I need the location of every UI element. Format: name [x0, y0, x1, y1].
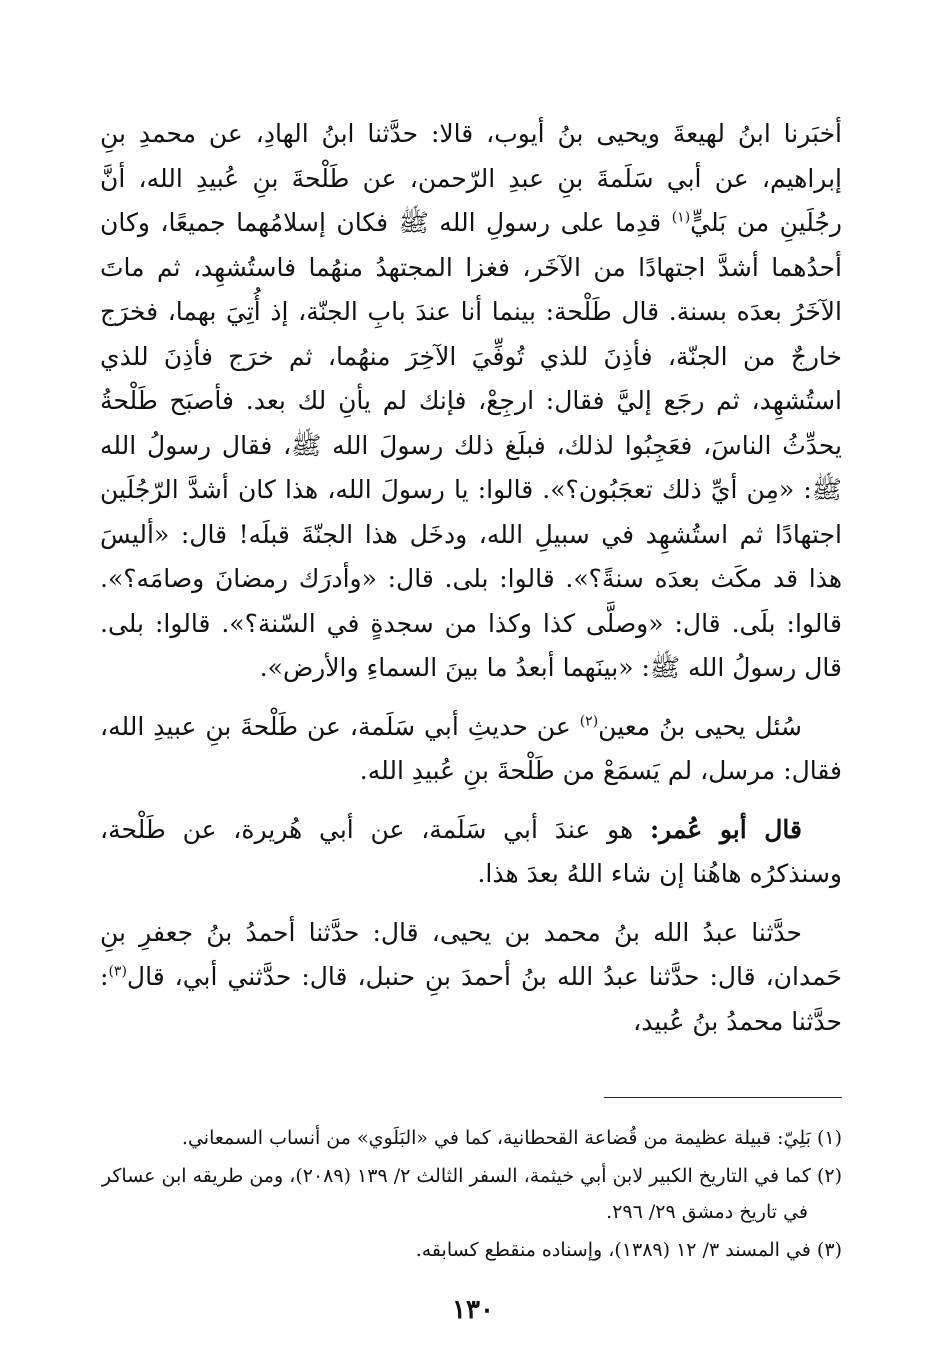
footnote-divider [604, 1097, 842, 1098]
paragraph-lead: قال أبو عُمر: [649, 814, 802, 844]
paragraph-text: سُئل يحيى بنُ معين [598, 711, 802, 741]
paragraph-isnad [100, 911, 842, 1045]
footnote-2-continuation: في تاريخ دمشق ٢٩/ ٢٩٦. [606, 1201, 808, 1223]
footnote-2 [100, 1158, 842, 1230]
footnotes [100, 1120, 842, 1270]
paragraph-text-continued: : حدَّثنا محمدُ بنُ عُبيد، [100, 962, 842, 1036]
footnote-1: (١) بَلِيّ: قبيلة عظيمة من قُضاعة القحطانية، كما في «البَلَوي» من أنساب السمعاني. [181, 1127, 842, 1149]
page-number: ١٣٠ [452, 1295, 494, 1325]
footnote-ref-3: (٣) [108, 963, 127, 980]
paragraph-abu-umar [100, 808, 842, 897]
footnote-ref-1: (١) [671, 209, 691, 226]
paragraph-yahya [100, 705, 842, 794]
paragraph-text: أخبَرنا ابنُ لهيعةَ ويحيى بنُ أيوب، قالا: حدَّثنا ابنُ الهادِ، عن محمدِ بنِ إبراهيم، عن أبي سَلَمةَ بنِ عبدِ الرّحمن، عن طَلْحةَ بنِ عُبيدِ الله، أنَّ رجُلَينِ من بَليٍّ [100, 119, 842, 237]
footnote-2-text: (٢) كما في التاريخ الكبير لابن أبي خيثمة، السفر الثالث ٢/ ١٣٩ (٢٠٨٩)، ومن طريقه ابن عساكر [101, 1165, 842, 1187]
footnote-3: (٣) في المسند ٣/ ١٢ (١٣٨٩)، وإسناده منقطع كسابقه. [415, 1239, 842, 1261]
paragraph-hadith [100, 112, 842, 691]
main-text [100, 112, 842, 1044]
paragraph-text: هو عندَ أبي سَلَمة، عن أبي هُريرة، عن طَلْحة، وسنذكرُه هاهُنا إن شاء اللهُ بعدَ هذا. [100, 814, 842, 888]
paragraph-text-continued: عن حديثِ أبي سَلَمة، عن طَلْحةَ بنِ عبيدِ الله، فقال: مرسل، لم يَسمَعْ من طَلْحةَ بنِ عُبيدِ الله. [100, 711, 842, 785]
paragraph-text: حدَّثنا عبدُ الله بنُ محمد بن يحيى، قال: حدَّثنا أحمدُ بنُ جعفرِ بنِ حَمدان، قال: حدَّثنا عبدُ الله بنُ أحمدَ بنِ حنبل، قال: حدَّثني أبي، قال [100, 917, 842, 991]
paragraph-text-continued: قدِما على رسولِ الله ﷺ فكان إسلامُهما جميعًا، وكان أحدُهما أشدَّ اجتهادًا من الآخَر، فغزا المجتهدُ منهُما فاستُشهِد، ثم ماتَ الآخَرُ بعدَه بسنة. قال طَلْحة: بينما أنا عندَ بابِ الجنّة، إذ أُتِيَ بهما، فخرَج خارجٌ من الجنّة، فأذِنَ للذي تُوفِّيَ الآخِرَ منهُما، ثم خرَج فأذِنَ للذي استُشهِد، ثم رجَع إليَّ فقال: ارجِعْ، فإنك لم يأنِ لك بعد. فأصبَح طَلْحةُ يحدِّثُ الناسَ، فعَجِبُوا لذلك، فبلَغ ذلك رسولَ الله ﷺ، فقال رسولُ الله ﷺ: «مِن أيِّ ذلك تعجَبُون؟». قالوا: يا رسولَ الله، هذا كان أشدَّ الرّجُلَين اجتهادًا ثم استُشهِد في سبيلِ الله، ودخَل هذا الجنّةَ قبلَه! قال: «أليسَ هذا قد مكَث بعدَه سنةً؟». قالوا: بلى. قال: «وأدرَك رمضانَ وصامَه؟». قالوا: بلَى. قال: «وصلَّى كذا وكذا من سجدةٍ في السّنة؟». قالوا: بلى. قال رسولُ الله ﷺ: «بينَهما أبعدُ ما بينَ السماءِ والأرض». [100, 208, 842, 682]
footnote-ref-2: (٢) [579, 713, 599, 730]
